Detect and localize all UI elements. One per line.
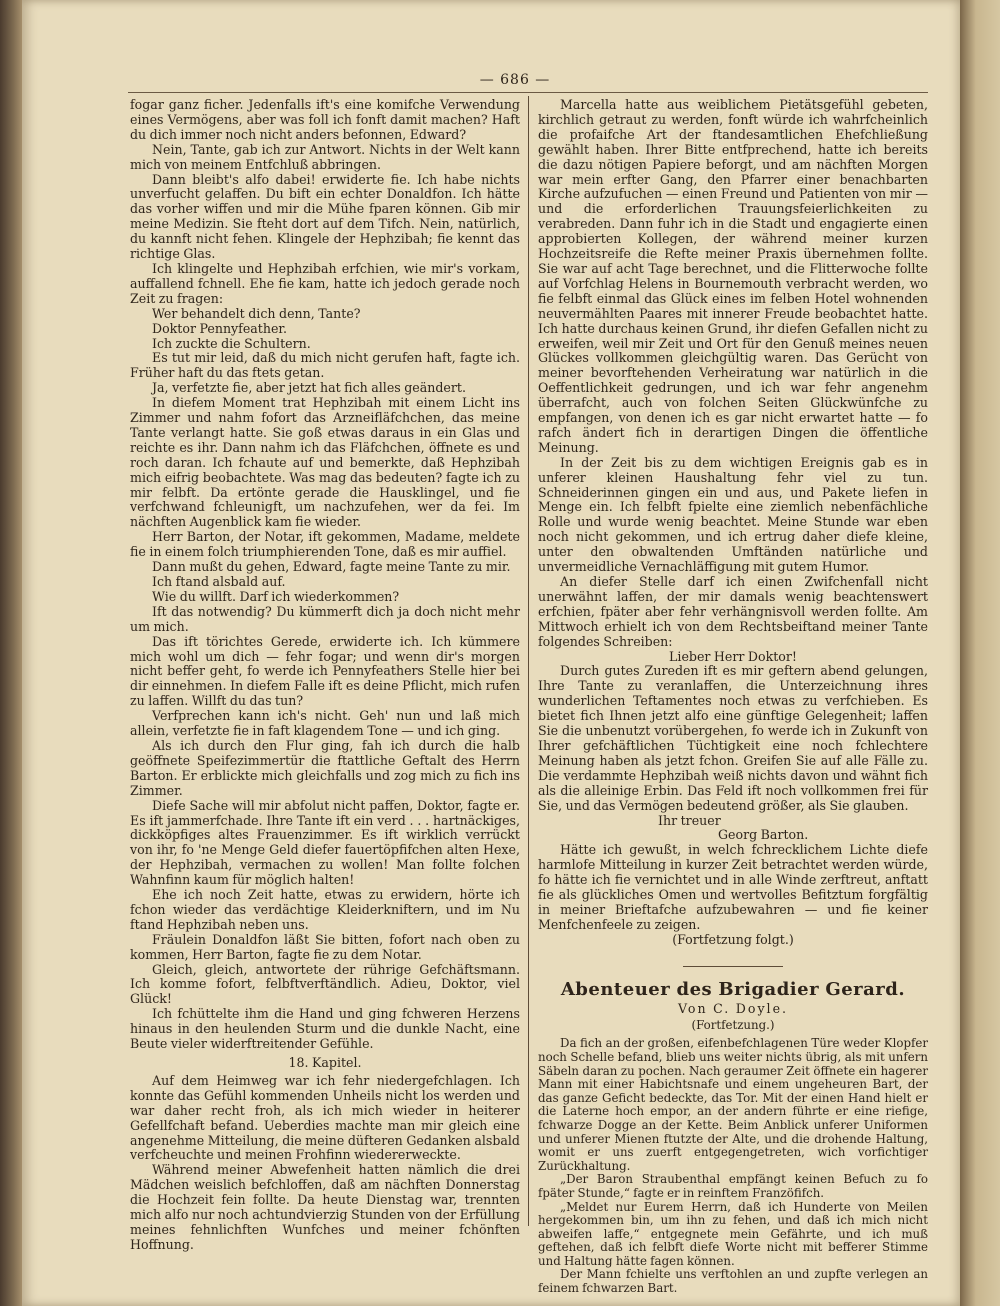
section-divider xyxy=(683,966,783,967)
next-page-edge xyxy=(960,0,1000,1306)
paragraph: Diefe Sache will mir abfolut nicht paffen, Doktor, fagte er. Es ift jammerfchade. Ihre Tante ift ein verd . . . hartnäckiges, dickköpfiges altes Frauenzimmer. Es ift wirklich verrückt von ihr, fo 'ne Menge Geld diefer fauertöpfifchen alten Hexe, der Hephzibah, vermachen zu wollen! Man follte folchen Wahnfinn kaum für möglich halten! xyxy=(130,797,520,888)
paragraph: Ja, verfetzte fie, aber jetzt hat fich alles geändert. xyxy=(152,380,466,396)
letter-closing: Ihr treuer xyxy=(658,812,721,828)
paragraph: Auf dem Heimweg war ich fehr niedergefchlagen. Ich konnte das Gefühl kommenden Unheils nicht los werden und war daher recht froh, als ich mich wieder in heiterer Gefellfchaft befand. Ueberdies machte man mir gleich eine angenehme Mitteilung, die meine düfteren Gedanken alsbald verfcheuchte und meinen Frohfinn wiedererweckte. xyxy=(130,1072,520,1163)
letter-body: Durch gutes Zureden ift es mir geftern abend gelungen, Ihre Tante zu veranlaffen, die Unterzeichnung ihres wunderlichen Teftamentes noch etwas zu verfchieben. Es bietet fich Ihnen jetzt alfo eine günftige Gelegenheit; laffen Sie die unbenutzt vorübergehen, fo werde ich in Zukunft von Ihrer gefchäftlichen Tüchtigkeit eine noch fchlechtere Meinung haben als jetzt fchon. Greifen Sie auf alle Fälle zu. Die verdammte Hephzibah weiß nichts davon und wähnt fich als die alleinige Erbin. Das Feld ift noch vollkommen frei für Sie, und das Vermögen bedeutend größer, als Sie glauben. xyxy=(538,663,928,813)
header-rule xyxy=(128,92,928,93)
continuation-note: (Fortfetzung folgt.) xyxy=(672,931,794,947)
paragraph: „Meldet nur Eurem Herrn, daß ich Hunderte von Meilen hergekommen bin, um ihn zu fehen, und daß ich mich nicht abweifen laffe,“ entgegnete mein Gefährte, und ich muß geftehen, daß ich felbft diefe Worte nicht mit befferer Stimme und Haltung hätte fagen können. xyxy=(538,1199,928,1268)
paragraph: Herr Barton, der Notar, ift gekommen, Madame, meldete fie in einem folch triumphierenden Tone, daß es mir auffiel. xyxy=(130,529,520,560)
paragraph: Ich klingelte und Hephzibah erfchien, wie mir's vorkam, auffallend fchnell. Ehe fie kam, hatte ich jedoch gerade noch Zeit zu fragen: xyxy=(130,260,520,306)
paragraph: Fräulein Donaldfon läßt Sie bitten, fofort nach oben zu kommen, Herr Barton, fagte fie zu dem Notar. xyxy=(130,931,520,962)
paragraph: Das ift törichtes Gerede, erwiderte ich. Ich kümmere mich wohl um dich — fehr fogar; und wenn dir's morgen nicht beffer geht, fo werde ich Pennyfeathers Stelle hier bei dir einnehmen. In diefem Falle ift es deine Pflicht, mich rufen zu laffen. Willft du das tun? xyxy=(130,633,520,709)
paragraph: Nein, Tante, gab ich zur Antwort. Nichts in der Welt kann mich von meinem Entfchluß abbringen. xyxy=(130,141,520,172)
paragraph: Ehe ich noch Zeit hatte, etwas zu erwidern, hörte ich fchon wieder das verdächtige Kleiderkniftern, und im Nu ftand Hephzibah neben uns. xyxy=(130,887,520,932)
paragraph: Wie du willft. Darf ich wiederkommen? xyxy=(152,588,400,604)
paragraph: In diefem Moment trat Hephzibah mit einem Licht ins Zimmer und nahm fofort das Arzneifläfchchen, das meine Tante verlangt hatte. Sie goß etwas daraus in ein Glas und reichte es ihr. Dann nahm ich das Fläfchchen, öffnete es und roch daran. Ich fchaute auf und bemerkte, daß Hephzibah mich eifrig beobachtete. Was mag das bedeuten? fagte ich zu mir felbft. Da ertönte gerade die Hausklingel, und fie verfchwand fchleunigft, um nachzufehen, wer da fei. Im nächften Augenblick kam fie wieder. xyxy=(130,395,520,530)
paragraph: Ich zuckte die Schultern. xyxy=(152,335,311,351)
paragraph: Gleich, gleich, antwortete der rührige Gefchäftsmann. Ich komme fofort, felbftverftändlich. Adieu, Doktor, viel Glück! xyxy=(130,961,520,1007)
paragraph: Ich fchüttelte ihm die Hand und ging fchweren Herzens hinaus in den heulenden Sturm und die dunkle Nacht, eine Beute vieler widerftreitender Gefühle. xyxy=(130,1006,520,1052)
paragraph: Dann mußt du gehen, Edward, fagte meine Tante zu mir. xyxy=(152,559,511,575)
chapter-heading: 18. Kapitel. xyxy=(288,1055,362,1070)
paragraph: Es tut mir leid, daß du mich nicht gerufen haft, fagte ich. Früher haft du das ftets getan. xyxy=(130,350,520,381)
paragraph: Wer behandelt dich denn, Tante? xyxy=(152,305,361,321)
right-column xyxy=(538,98,928,1296)
book-binding xyxy=(0,0,22,1306)
paragraph: fogar ganz ficher. Jedenfalls ift's eine komifche Verwendung eines Vermögens, aber was foll ich fonft damit machen? Haft du dich immer noch nicht anders befonnen, Edward? xyxy=(130,97,520,142)
paragraph: In der Zeit bis zu dem wichtigen Ereignis gab es in unferer kleinen Haushaltung fehr viel zu tun. Schneiderinnen gingen ein und aus, und Pakete liefen in Menge ein. Ich felbft fpielte eine ziemlich nebenfächliche Rolle und wurde wenig beachtet. Meine Stunde war eben noch nicht gekommen, und ich ertrug daher diefe kleine, unter den obwaltenden Umftänden natürliche und unvermeidliche Vernachläffigung mit gutem Humor. xyxy=(538,454,928,575)
story-author: Von C. Doyle. xyxy=(677,1000,789,1016)
paragraph: Während meiner Abwefenheit hatten nämlich die drei Mädchen weislich befchloffen, daß am nächften Donnerstag die Hochzeit fein follte. Da heute Dienstag war, trennten mich alfo nur noch achtundvierzig Stunden von der Erfüllung meines fehnlichften Wunfches und meiner fchönften Hoffnung. xyxy=(130,1162,520,1252)
story-continuation: (Fortfetzung.) xyxy=(691,1018,775,1033)
paragraph: Ich ftand alsbald auf. xyxy=(152,574,286,589)
paragraph: Als ich durch den Flur ging, fah ich durch die halb geöffnete Speifezimmertür die ftattliche Geftalt des Herrn Barton. Er erblickte mich gleichfalls und zog mich zu fich ins Zimmer. xyxy=(130,737,520,798)
column-divider xyxy=(528,96,529,1226)
letter-signature: Georg Barton. xyxy=(718,827,809,843)
paragraph: „Der Baron Straubenthal empfängt keinen Befuch zu fo fpäter Stunde,“ fagte er in reinftem Franzöfifch. xyxy=(538,1172,928,1200)
paragraph: Dann bleibt's alfo dabei! erwiderte fie. Ich habe nichts unverfucht gelaffen. Du bift ein echter Donaldfon. Ich hätte das vorher wiffen und mir die Mühe fparen können. Gib mir meine Medizin. Sie fteht dort auf dem Tifch. Nein, natürlich, du kannft nicht fehen. Klingele der Hephzibah; fie kennt das richtige Glas. xyxy=(130,171,520,262)
story-body xyxy=(538,1037,928,1295)
letter-salutation: Lieber Herr Doktor! xyxy=(669,648,797,664)
paragraph: Hätte ich gewußt, in welch fchrecklichem Lichte diefe harmlofe Mitteilung in kurzer Zeit betrachtet werden würde, fo hätte ich fie vernichtet und in alle Winde zerftreut, anftatt fie als glückliches Omen und wertvolles Befitztum forgfältig in meiner Brieftafche aufzubewahren — und fie keiner Menfchenfeele zu zeigen. xyxy=(538,842,928,932)
left-column xyxy=(130,98,520,1253)
story-title: Abenteuer des Brigadier Gerard. xyxy=(560,978,906,1000)
paragraph: Ift das notwendig? Du kümmerft dich ja doch nicht mehr um mich. xyxy=(130,603,520,634)
page-number: — 686 — xyxy=(479,72,551,88)
paragraph: Da fich an der großen, eifenbefchlagenen Türe weder Klopfer noch Schelle befand, blieb uns weiter nichts übrig, als mit unfern Säbeln daran zu pochen. Nach geraumer Zeit öffnete ein hagerer Mann mit einer Habichtsnafe und einem ungeheuren Bart, der das ganze Geficht bedeckte, das Tor. Mit der einen Hand hielt er die Laterne hoch empor, an der andern führte er eine riefige, fchwarze Dogge an der Kette. Beim Anblick unferer Uniformen und unferer Mienen ftutzte der Alte, und die drohende Haltung, womit er uns zuerft entgegengetreten, wich vorfichtiger Zurückhaltung. xyxy=(538,1036,928,1173)
paragraph: Der Mann fchielte uns verftohlen an und zupfte verlegen an feinem fchwarzen Bart. xyxy=(538,1267,928,1296)
paragraph: An diefer Stelle darf ich einen Zwifchenfall nicht unerwähnt laffen, der mir damals wenig beachtenswert erfchien, fpäter aber fehr verhängnisvoll werden follte. Am Mittwoch erhielt ich von dem Rechtsbeiftand meiner Tante folgendes Schreiben: xyxy=(538,574,928,649)
paragraph: Doktor Pennyfeather. xyxy=(152,320,288,336)
paragraph: Marcella hatte aus weiblichem Pietätsgefühl gebeten, kirchlich getraut zu werden, fonft würde ich wahrfcheinlich die profaifche Art der ftandesamtlichen Ehefchließung gewählt haben. Ihrer Bitte entfprechend, hatte ich bereits die dazu nötigen Papiere beforgt, und am nächften Morgen war mein erfter Gang, den Pfarrer einer benachbarten Kirche aufzufuchen — einen Freund und Patienten von mir — und die erforderlichen Trauungsfeierlichkeiten zu verabreden. Dann fuhr ich in die Stadt und engagierte einen approbierten Kollegen, der während meiner kurzen Hochzeitsreife die Refte meiner Praxis übernehmen follte. Sie war auf acht Tage berechnet, und die Flitterwoche follte auf Vorfchlag Helens in Bournemouth verbracht werden, wo fie felbft einmal das Glück eines im felben Hotel wohnenden neuvermählten Paares mit innerer Freude beobachtet hatte. Ich hatte durchaus keinen Grund, ihr diefen Gefallen nicht zu erweifen, weil mir Zeit und Ort für den Genuß meines neuen Glückes vollkommen gleichgültig waren. Das Gerücht von meiner bevorftehenden Verheiratung war natürlich in die Oeffentlichkeit gedrungen, und ich war fehr angenehm überrafcht, auch von folchen Seiten Glückwünfche zu empfangen, von denen ich es gar nicht erwartet hatte — fo rafch ändert fich in derartigen Dingen die öffentliche Meinung. xyxy=(538,97,928,455)
paragraph: Verfprechen kann ich's nicht. Geh' nun und laß mich allein, verfetzte fie in faft klagendem Tone — und ich ging. xyxy=(130,708,520,739)
